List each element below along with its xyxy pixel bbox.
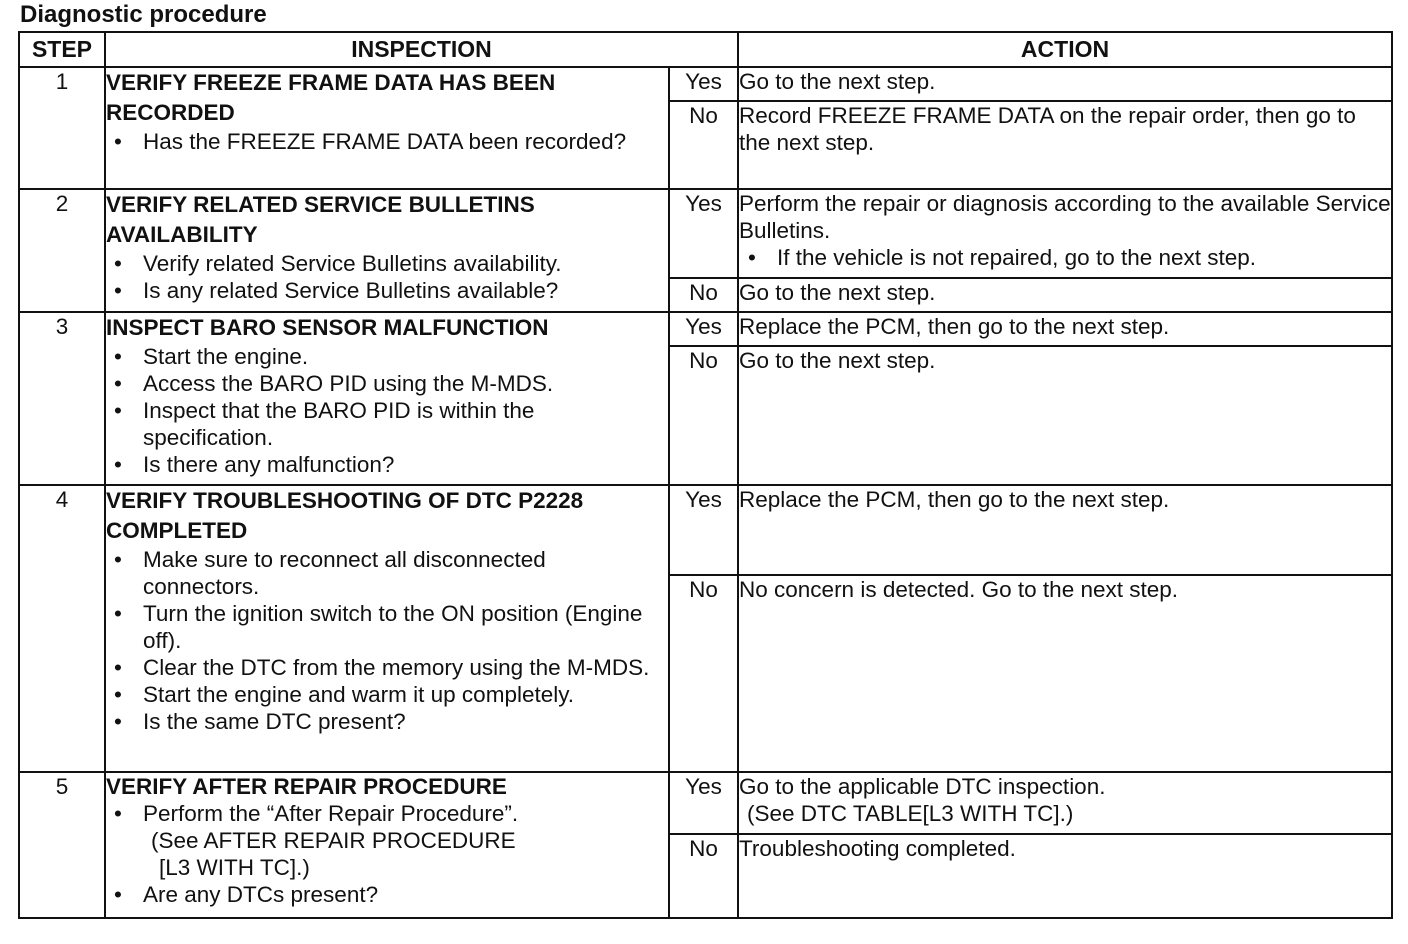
- see-reference: (See DTC TABLE[L3 WITH TC].): [747, 800, 1074, 826]
- step-number: 4: [19, 485, 105, 771]
- step-number: 5: [19, 772, 105, 918]
- action-yes: [738, 189, 1392, 278]
- step-4-yes-row: [19, 485, 1392, 574]
- inspection-bullet: • Is the same DTC present?: [143, 708, 668, 735]
- inspection-bullet: • Start the engine.: [143, 343, 668, 370]
- see-reference: (See AFTER REPAIR PROCEDURE: [151, 827, 516, 853]
- action-no: No concern is detected. Go to the next step.: [738, 575, 1392, 772]
- no-label: No: [669, 575, 738, 772]
- yes-label: Yes: [669, 67, 738, 101]
- inspection-bullet: • Turn the ignition switch to the ON position (Engine off).: [143, 600, 668, 654]
- step-5-yes-row: [19, 772, 1392, 834]
- step-3-yes-row: [19, 312, 1392, 346]
- no-label: No: [669, 834, 738, 918]
- no-label: No: [669, 278, 738, 312]
- step-1-yes-row: [19, 67, 1392, 101]
- yes-label: Yes: [669, 312, 738, 346]
- inspection-bullet: • Inspect that the BARO PID is within the specification.: [143, 397, 668, 451]
- header-row: [19, 32, 1392, 67]
- action-text: Perform the repair or diagnosis according to the available Service Bulletins.: [739, 191, 1391, 244]
- inspection-cell: [105, 485, 669, 771]
- inspection-cell: [105, 312, 669, 485]
- no-label: No: [669, 101, 738, 189]
- no-label: No: [669, 346, 738, 485]
- inspection-bullet: [143, 800, 668, 881]
- step-number: 3: [19, 312, 105, 485]
- inspection-title: VERIFY TROUBLESHOOTING OF DTC P2228 COMPLETED: [106, 488, 584, 544]
- page-title: Diagnostic procedure: [20, 1, 267, 28]
- inspection-bullet: • Make sure to reconnect all disconnected connectors.: [143, 546, 668, 600]
- inspection-bullet: • Verify related Service Bulletins availability.: [143, 250, 668, 277]
- action-no: Troubleshooting completed.: [738, 834, 1392, 918]
- action-no: Go to the next step.: [738, 346, 1392, 485]
- inspection-title: INSPECT BARO SENSOR MALFUNCTION: [106, 315, 549, 341]
- action-yes: Replace the PCM, then go to the next step.: [738, 485, 1392, 574]
- step-2-yes-row: [19, 189, 1392, 278]
- inspection-bullet: • Clear the DTC from the memory using the M-MDS.: [143, 654, 668, 681]
- action-yes: [738, 772, 1392, 834]
- inspection-bullet: • Is any related Service Bulletins available?: [143, 277, 668, 304]
- action-bullet: • If the vehicle is not repaired, go to the next step.: [777, 244, 1391, 271]
- yes-label: Yes: [669, 772, 738, 834]
- step-number: 1: [19, 67, 105, 189]
- inspection-title: VERIFY RELATED SERVICE BULLETINS AVAILABILITY: [106, 192, 535, 248]
- diagnostic-table: [18, 31, 1393, 919]
- inspection-title: VERIFY FREEZE FRAME DATA HAS BEEN RECORDED: [106, 70, 556, 126]
- inspection-bullet: • Access the BARO PID using the M-MDS.: [143, 370, 668, 397]
- inspection-bullet: • Has the FREEZE FRAME DATA been recorded?: [143, 128, 668, 155]
- action-yes: Go to the next step.: [738, 67, 1392, 101]
- step-number: 2: [19, 189, 105, 312]
- inspection-title: VERIFY AFTER REPAIR PROCEDURE: [106, 773, 507, 799]
- step-header: STEP: [19, 32, 105, 67]
- inspection-bullet-text: Perform the “After Repair Procedure”.: [143, 800, 519, 826]
- inspection-bullet: • Are any DTCs present?: [143, 881, 668, 908]
- yes-label: Yes: [669, 485, 738, 574]
- yes-label: Yes: [669, 189, 738, 278]
- action-text: Go to the applicable DTC inspection.: [739, 773, 1106, 799]
- action-no: Record FREEZE FRAME DATA on the repair order, then go to the next step.: [738, 101, 1392, 189]
- inspection-bullet: • Start the engine and warm it up completely.: [143, 681, 668, 708]
- inspection-header: INSPECTION: [105, 32, 738, 67]
- inspection-cell: [105, 189, 669, 312]
- inspection-bullet: • Is there any malfunction?: [143, 451, 668, 478]
- inspection-cell: [105, 772, 669, 918]
- action-no: Go to the next step.: [738, 278, 1392, 312]
- inspection-cell: [105, 67, 669, 189]
- action-header: ACTION: [738, 32, 1392, 67]
- action-yes: Replace the PCM, then go to the next step.: [738, 312, 1392, 346]
- see-reference-cont: [L3 WITH TC].): [159, 854, 310, 880]
